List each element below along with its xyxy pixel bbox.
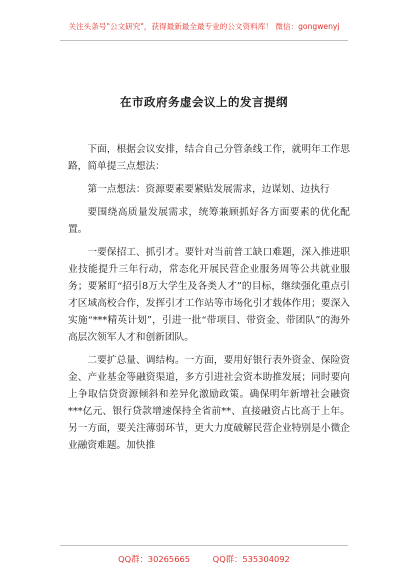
footer: [0, 553, 408, 565]
document-body: [68, 141, 350, 460]
paragraph-intro: 下面，根据会议安排，结合自己分管条线工作，就明年工作思路，简单提三点想法：: [68, 144, 350, 172]
footer-qq-group-2: QQ群：535304092: [212, 554, 290, 564]
paragraph-finance: 二要扩总量、调结构。一方面，要用好银行表外资金、保险资金、产业基金等融资渠道，多方引进社会资本助推发展；同时要向上争取信贷资源倾斜和差异化激励政策。确保明年新增社会融资***亿元、银行贷款增速保持全省前**、直接融资占比高于上年。另一方面，要关注薄弱环节，更大力度破解民营企业特别是小微企业融资难题。加快推: [68, 355, 350, 451]
footer-qq-group-1: QQ群：30265665: [118, 554, 191, 564]
document-title: 在市政府务虚会议上的发言提纲: [120, 95, 288, 109]
footer-divider: [60, 545, 348, 546]
paragraph-recruit: 一要保招工、抓引才。要针对当前普工缺口难题，深入推进职业技能提升三年行动，常态化开展民营企业服务周等公共就业服务；要紧盯“招引8万大学生及各类人才”的目标，继续强化重点引才区域高校合作，发挥引才工作站等市场化引才载体作用；要深入实施“***精英计划”，引进一批“带项目、带资金、带团队”的海外高层次领军人才和创新团队。: [68, 247, 350, 343]
paragraph-resources: 要围绕高质量发展需求，统筹兼顾抓好各方面要素的优化配置。: [68, 207, 350, 235]
header-divider: [60, 40, 348, 41]
paragraph-point-one: 第一点想法：资源要素要紧贴发展需求，边谋划、边执行: [87, 184, 330, 195]
header-note: 关注头条号"公文研究"，获得最新最全最专业的公文资料库！ 微信：gongwenyj: [68, 22, 340, 31]
